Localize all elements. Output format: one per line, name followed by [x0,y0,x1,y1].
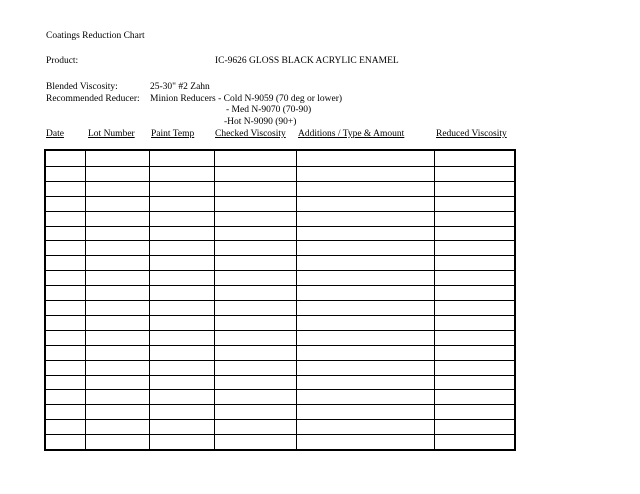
row-divider [46,300,514,301]
recommended-reducer-label: Recommended Reducer: [46,94,140,104]
row-divider [46,375,514,376]
reduction-log-table [44,149,516,451]
product-label: Product: [46,56,79,66]
blended-viscosity-label: Blended Viscosity: [46,82,118,92]
row-divider [46,166,514,167]
column-header-checked-viscosity: Checked Viscosity [215,129,286,139]
row-divider [46,211,514,212]
column-header-lot-number: Lot Number [88,129,135,139]
row-divider [46,255,514,256]
row-divider [46,240,514,241]
row-divider [46,389,514,390]
row-divider [46,270,514,271]
row-divider [46,181,514,182]
blended-viscosity-value: 25-30" #2 Zahn [150,82,210,92]
reducer-line-med: - Med N-9070 (70-90) [226,105,312,115]
row-divider [46,330,514,331]
row-divider [46,196,514,197]
reducer-line-hot: -Hot N-9090 (90+) [224,117,297,127]
reducer-line-cold: Minion Reducers - Cold N-9059 (70 deg or lower) [150,94,343,104]
column-header-reduced-viscosity: Reduced Viscosity [436,129,507,139]
row-divider [46,226,514,227]
column-header-additions: Additions / Type & Amount [298,129,405,139]
column-header-date: Date [46,129,64,139]
chart-title: Coatings Reduction Chart [46,31,145,41]
row-divider [46,315,514,316]
row-divider [46,360,514,361]
row-divider [46,285,514,286]
row-divider [46,404,514,405]
product-value: IC-9626 GLOSS BLACK ACRYLIC ENAMEL [215,56,399,66]
row-divider [46,345,514,346]
row-divider [46,419,514,420]
column-header-paint-temp: Paint Temp [151,129,195,139]
row-divider [46,434,514,435]
